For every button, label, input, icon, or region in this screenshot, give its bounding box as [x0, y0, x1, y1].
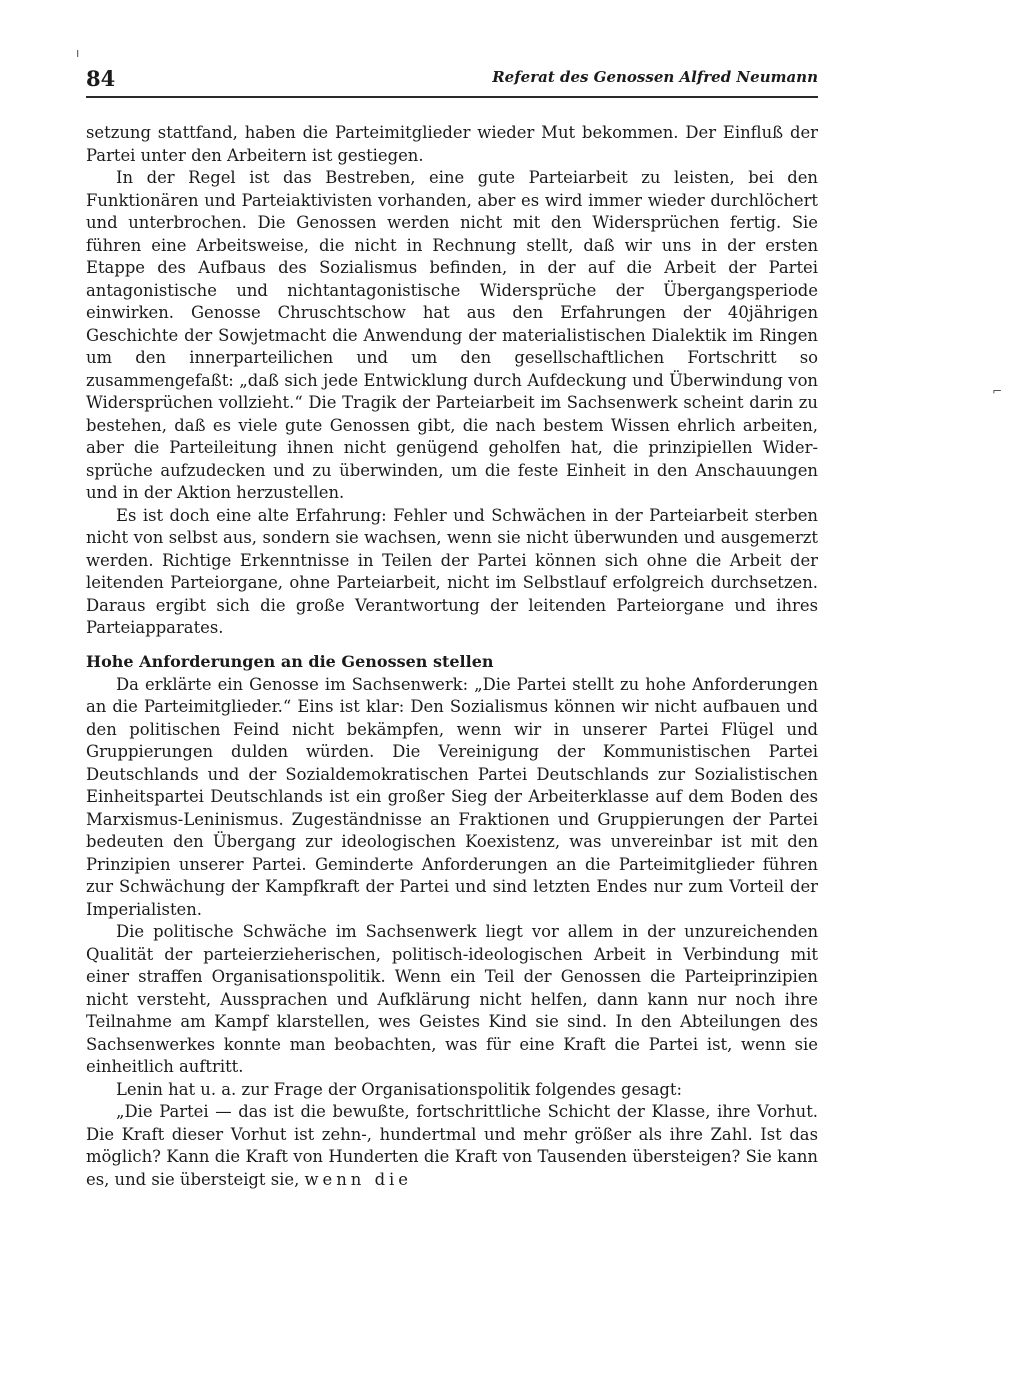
body-text — [86, 122, 818, 1191]
paragraph-1: setzung stattfand, haben die Parteimitglieder wieder Mut bekommen. Der Einfluß der Partei unter den Arbeitern ist gestiegen. — [86, 123, 818, 165]
paragraph-2: In der Regel ist das Bestreben, eine gute Parteiarbeit zu leisten, bei den Funktionären und Parteiaktivisten vorhanden, aber es wird immer wieder durchlöchert und unterbrochen. Die Genossen werden nicht mit den Widersprüchen fertig. Sie führen eine Arbeitsweise, die nicht in Rechnung stellt, daß wir uns in der ersten Etappe des Aufbaus des Sozialismus befinden, in der auf die Arbeit der Partei antagonistische und nichtantagonistische Widersprüche der Übergangsperiode einwirken. Genosse Chruschtschow hat aus den Erfahrungen der 40jährigen Geschichte der Sowjetmacht die Anwendung der materialistischen Dialektik im Ringen um den innerparteilichen und um den gesellschaftlichen Fortschritt so zusammengefaßt: „daß sich jede Entwicklung durch Aufdeckung und Überwindung von Widersprüchen vollzieht.“ Die Tragik der Parteiarbeit im Sachsenwerk scheint darin zu bestehen, daß es viele gute Genossen gibt, die nach bestem Wissen ehrlich arbeiten, aber die Parteileitung ihnen nicht genügend geholfen hat, die prinzipiellen Widersprüche aufzudecken und zu überwinden, um die feste Einheit in den Anschauungen und in der Aktion herzustellen. — [86, 168, 818, 502]
header-rule — [86, 96, 818, 98]
section-paragraph-1: Da erklärte ein Genosse im Sachsenwerk: „Die Partei stellt zu hohe Anforderungen an die Parteimitglieder.“ Eins ist klar: Den Sozialismus können wir nicht aufbauen und den politischen Feind nicht bekämpfen, wenn wir in unserer Partei Flügel und Gruppierungen dulden würden. Die Vereinigung der Kommunistischen Partei Deutschlands und der Sozialdemokratischen Partei Deutschlands zur Sozialistischen Einheitspartei Deutschlands ist ein großer Sieg der Arbeiterklasse auf dem Boden des Marxismus-Leninismus. Zugeständnisse an Fraktionen und Gruppierungen der Partei bedeuten den Übergang zur ideologischen Koexistenz, was unvereinbar ist mit den Prinzipien unserer Partei. Geminderte Anforderungen an die Parteimitglieder führen zur Schwächung der Kampfkraft der Partei und sind letzten Endes nur zum Vorteil der Imperialisten. — [86, 674, 818, 919]
margin-mark: ⌐ — [992, 384, 1003, 398]
margin-tick-mark: ı — [76, 46, 80, 60]
section-heading: Hohe Anforderungen an die Genossen stellen — [86, 651, 494, 671]
lenin-quote-emphasis: wenn die — [304, 1169, 413, 1189]
page-number: 84 — [86, 66, 116, 91]
paragraph-3: Es ist doch eine alte Erfahrung: Fehler und Schwächen in der Parteiarbeit sterben nicht von selbst aus, sondern sie wachsen, wenn sie nicht überwunden und ausgemerzt werden. Richtige Erkenntnisse in Teilen der Partei können sich ohne die Arbeit der leitenden Parteiorgane, ohne Parteiarbeit, nicht im Selbstlauf erfolgreich durchsetzen. Daraus ergibt sich die große Verantwortung der leitenden Parteiorgane und ihres Parteiapparates. — [86, 505, 818, 637]
lenin-quote — [86, 1101, 818, 1191]
running-title: Referat des Genossen Alfred Neumann — [492, 68, 818, 86]
section-paragraph-3: Lenin hat u. a. zur Frage der Organisationspolitik folgendes gesagt: — [116, 1079, 683, 1099]
section-paragraph-2: Die politische Schwäche im Sachsenwerk liegt vor allem in der unzureichenden Qualität der parteierzieherischen, politisch-ideologischen Arbeit in Verbindung mit einer straffen Organisationspolitik. Wenn ein Teil der Genossen die Parteiprinzipien nicht versteht, Aussprachen und Aufklärung nicht helfen, dann kann nur noch ihre Teilnahme am Kampf klarstellen, wes Geistes Kind sie sind. In den Abteilungen des Sachsenwerkes konnte man beobachten, was für eine Kraft die Partei ist, wenn sie einheitlich auftritt. — [86, 922, 818, 1076]
lenin-quote-text: „Die Partei — das ist die bewußte, fortschrittliche Schicht der Klasse, ihre Vorhut. Die Kraft dieser Vorhut ist zehn-, hundertmal und mehr größer als ihre Zahl. Ist das möglich? Kann die Kraft von Hunderten die Kraft von Tausenden übersteigen? Sie kann es, und sie übersteigt sie, — [86, 1102, 818, 1189]
page-header — [86, 64, 818, 96]
